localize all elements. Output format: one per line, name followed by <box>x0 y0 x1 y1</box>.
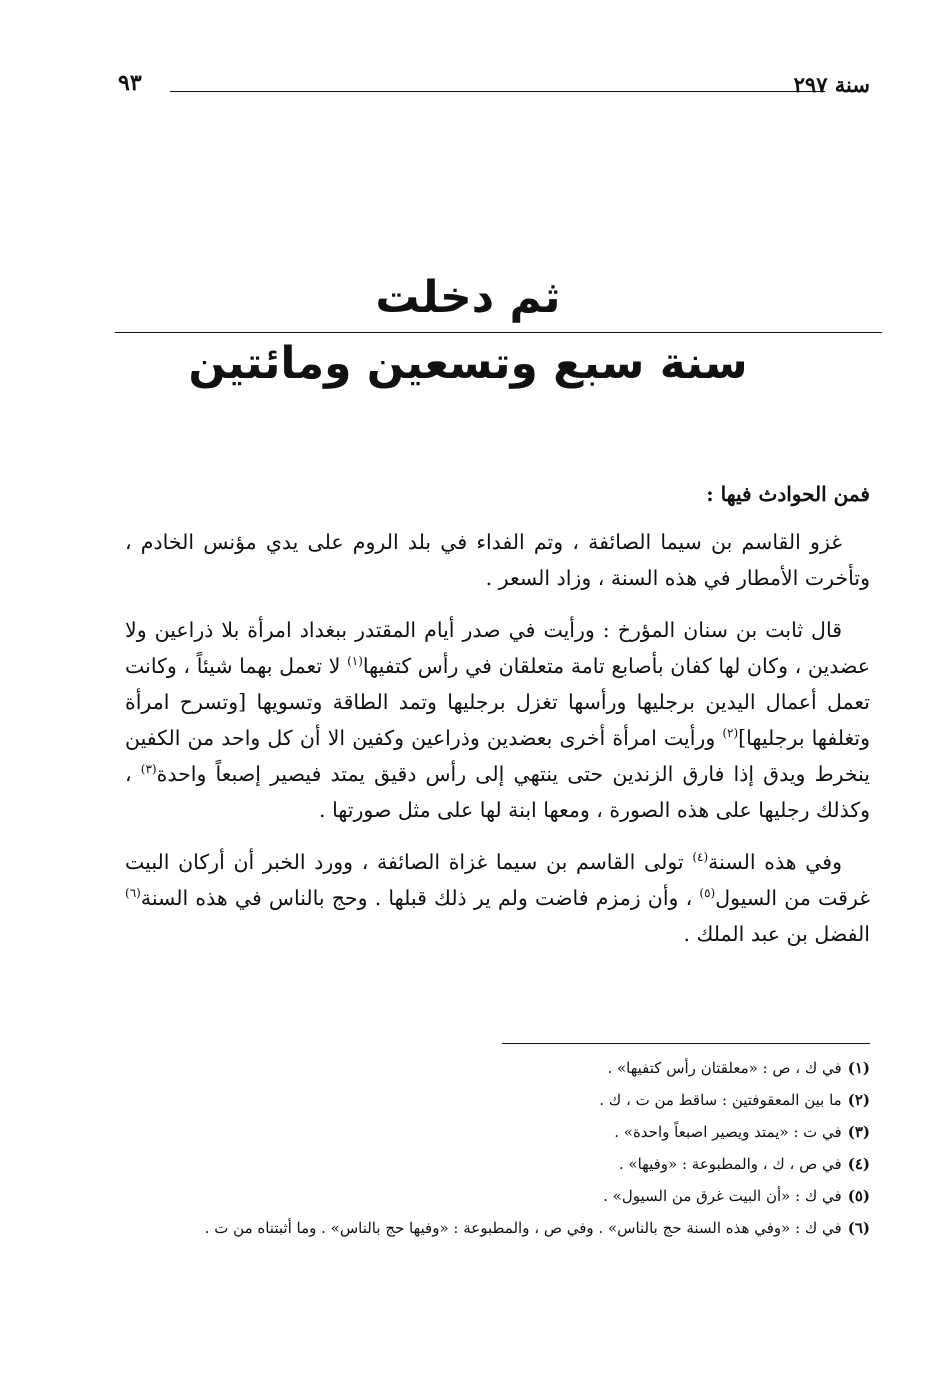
footnote-4 <box>130 1148 870 1180</box>
chapter-title-line2: سنة سبع وتسعين ومائتين <box>188 338 748 389</box>
footnote-number: (٢) <box>847 1091 870 1109</box>
paragraph-2-text-b: لا تعمل بهما شيئاً ، وكانت تعمل أعمال اليدين برجليها ورأسها تغزل برجليها وتمد الطاقة وتسويها [وتسرح امرأة وتغلفها برجليها] <box>125 654 870 750</box>
footnote-number: (٦) <box>847 1219 870 1237</box>
footnote-number: (١) <box>847 1059 870 1077</box>
footnote-5 <box>130 1180 870 1212</box>
running-header-year: سنة ٢٩٧ <box>793 72 870 97</box>
footnote-ref-3[interactable]: (٣) <box>140 762 157 777</box>
footnote-1 <box>130 1052 870 1084</box>
footnote-text: في ت : «يمتد ويصير اصبعاً واحدة» . <box>614 1123 842 1141</box>
footnote-rule <box>502 1043 870 1044</box>
footnote-ref-4[interactable]: (٤) <box>692 850 709 865</box>
header-rule <box>170 91 825 92</box>
paragraph-3-text-c: ، وأن زمزم فاضت ولم ير ذلك قبلها . وحج بالناس في هذه السنة <box>140 886 700 910</box>
footnote-ref-1[interactable]: (١) <box>347 654 363 669</box>
footnote-text: ما بين المعقوفتين : ساقط من ت ، ك . <box>599 1091 842 1109</box>
paragraph-2-text-a: قال ثابت بن سنان المؤرخ : ورأيت في صدر أيام المقتدر ببغداد امرأة بلا ذراعين ولا عضدين ، وكان لها كفان بأصابع تامة متعلقان في رأس كتفيها <box>125 618 870 678</box>
footnote-text: في ك : «وفي هذه السنة حج بالناس» . وفي ص ، والمطبوعة : «وفيها حج بالناس» . وما أثبتناه من ت . <box>204 1219 842 1237</box>
paragraph-3-text-d: الفضل بن عبد الملك . <box>683 922 870 946</box>
footnote-text: في ك : «أن البيت غرق من السيول» . <box>603 1187 842 1205</box>
section-heading: فمن الحوادث فيها : <box>706 482 870 506</box>
footnote-ref-6[interactable]: (٦) <box>125 886 141 901</box>
footnote-ref-5[interactable]: (٥) <box>699 886 716 901</box>
paragraph-3-text-b: تولى القاسم بن سيما غزاة الصائفة ، وورد الخبر أن أركان البيت غرقت من السيول <box>125 850 870 910</box>
footnote-number: (٥) <box>847 1187 870 1205</box>
paragraph-2-text-d: ، وكذلك رجليها على هذه الصورة ، ومعها ابنة لها على مثل صورتها . <box>125 762 870 822</box>
chapter-title-line1: ثم دخلت <box>375 272 561 323</box>
paragraph-2 <box>125 612 870 828</box>
footnote-text: في ك ، ص : «معلقتان رأس كتفيها» . <box>607 1059 842 1077</box>
footnote-2 <box>130 1084 870 1116</box>
footnote-3 <box>130 1116 870 1148</box>
title-rule <box>115 332 882 333</box>
paragraph-2-text-c: ورأيت امرأة أخرى بعضدين وذراعين وكفين الا أن كل واحد من الكفين ينخرط ويدق إذا فارق الزندين حتى ينتهي إلى رأس دقيق يمتد فيصير إصبعاً واحدة <box>125 726 871 786</box>
footnote-number: (٤) <box>847 1155 870 1173</box>
paragraph-1: غزو القاسم بن سيما الصائفة ، وتم الفداء في بلد الروم على يدي مؤنس الخادم ، وتأخرت الأمطار في هذه السنة ، وزاد السعر . <box>125 530 870 590</box>
footnote-text: في ص ، ك ، والمطبوعة : «وفيها» . <box>618 1155 842 1173</box>
footnote-number: (٣) <box>847 1123 870 1141</box>
body-text <box>125 476 870 968</box>
paragraph-3-text-a: وفي هذه السنة <box>708 850 842 874</box>
footnotes <box>130 1052 870 1244</box>
footnote-6 <box>130 1212 870 1244</box>
footnote-ref-2[interactable]: (٢) <box>722 726 739 741</box>
paragraph-3 <box>125 844 870 952</box>
page-number: ٩٣ <box>118 70 142 96</box>
